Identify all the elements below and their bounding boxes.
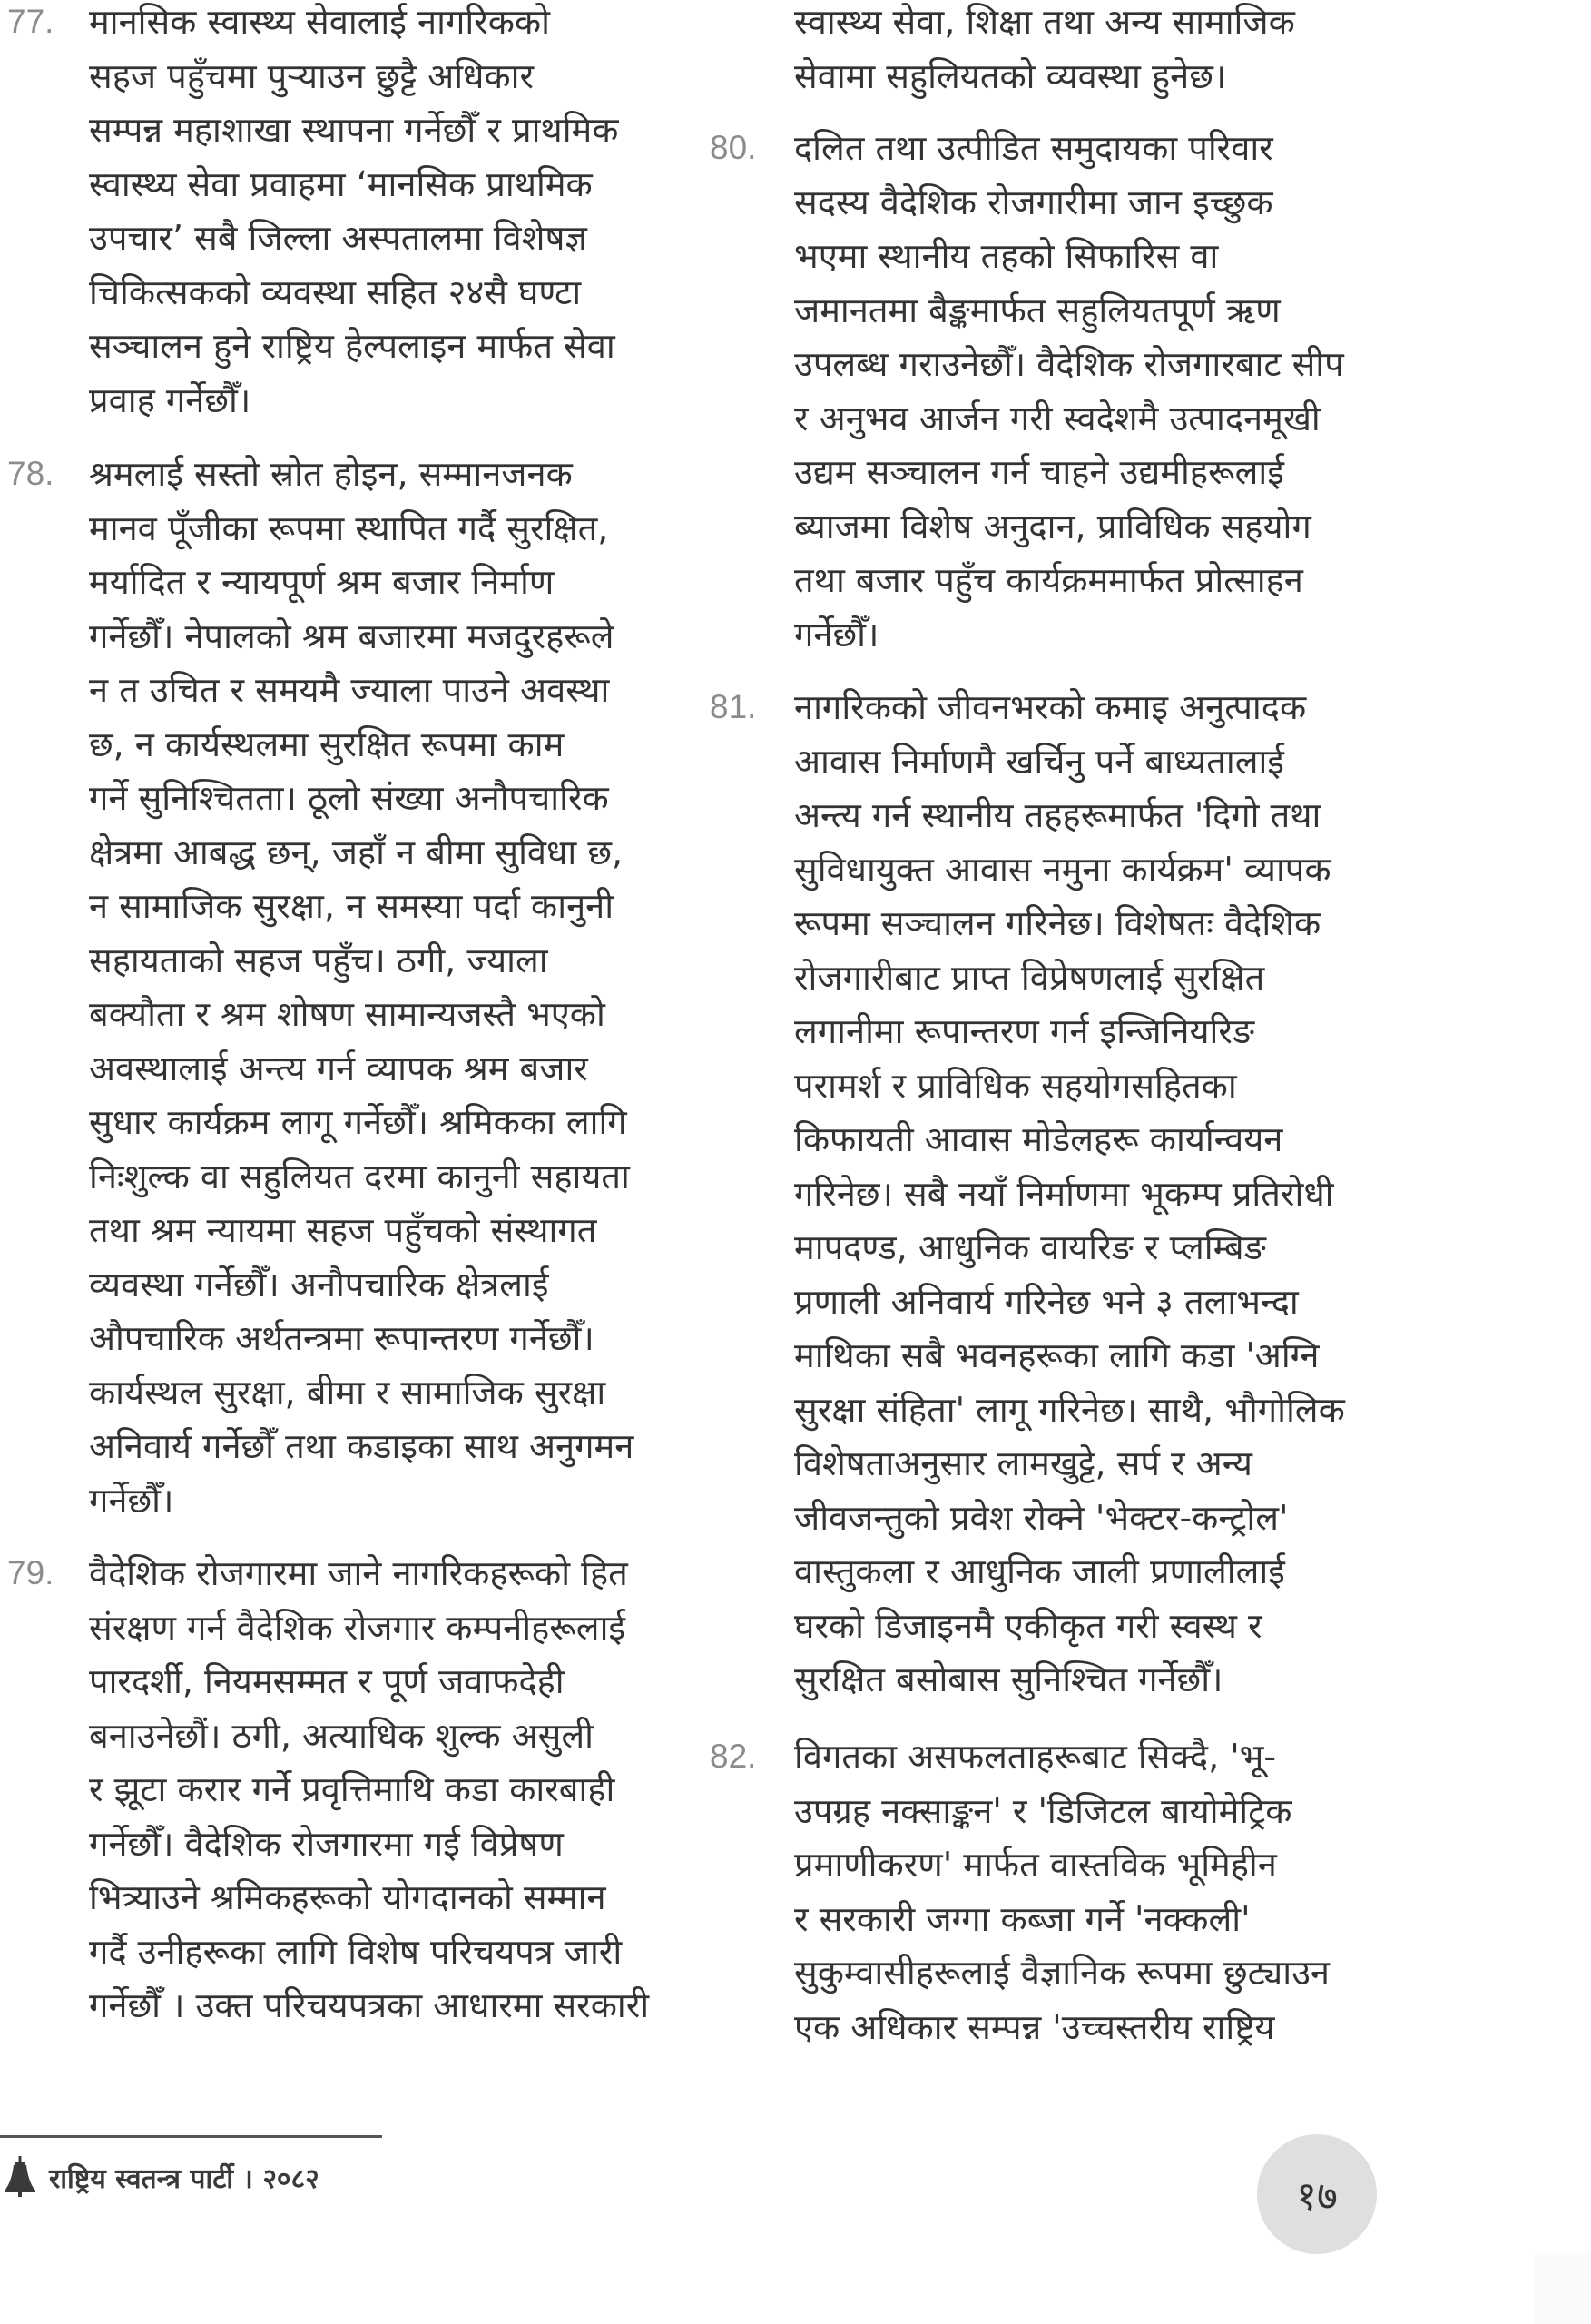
paragraph-line: किफायती आवास मोडेलहरू कार्यान्वयन [794, 1119, 1283, 1159]
paragraph-line: रोजगारीबाट प्राप्त विप्रेषणलाई सुरक्षित [794, 957, 1265, 998]
paragraph-line: उपग्रह नक्साङ्कन' र 'डिजिटल बायोमेट्रिक [794, 1790, 1292, 1831]
paragraph-line: र सरकारी जग्गा कब्जा गर्ने 'नक्कली' [794, 1898, 1251, 1939]
paragraph-line: गर्नेछौँ। [794, 614, 879, 655]
paragraph-line: सदस्य वैदेशिक रोजगारीमा जान इच्छुक [794, 182, 1273, 222]
paragraph-line: र अनुभव आर्जन गरी स्वदेशमै उत्पादनमूखी [794, 398, 1321, 438]
paragraph-line: अवस्थालाई अन्त्य गर्न व्यापक श्रम बजार [89, 1048, 588, 1088]
paragraph-line: श्रमलाई सस्तो स्रोत होइन, सम्मानजनक [89, 454, 573, 494]
paragraph-line: वैदेशिक रोजगारमा जाने नागरिकहरूको हित [89, 1553, 628, 1593]
paragraph-line: उपचार’ सबै जिल्ला अस्पतालमा विशेषज्ञ [89, 218, 587, 258]
paragraph-line: स्वास्थ्य सेवा प्रवाहमा ‘मानसिक प्राथमिक [89, 163, 593, 204]
paragraph-line: भित्र्याउने श्रमिकहरूको योगदानको सम्मान [89, 1877, 606, 1917]
paragraph-number: 80. [710, 129, 757, 166]
paragraph-line: सञ्चालन हुने राष्ट्रिय हेल्पलाइन मार्फत सेवा [89, 326, 615, 366]
paragraph-line: ब्याजमा विशेष अनुदान, प्राविधिक सहयोग [794, 506, 1311, 547]
paragraph-line: निःशुल्क वा सहुलियत दरमा कानुनी सहायता [89, 1156, 630, 1196]
paragraph-line: लगानीमा रूपान्तरण गर्न इन्जिनियरिङ [794, 1011, 1255, 1051]
paragraph-line: बक्यौता र श्रम शोषण सामान्यजस्तै भएको [89, 994, 605, 1034]
bell-icon [4, 2156, 36, 2198]
paragraph-number: 81. [710, 688, 757, 725]
footer-divider [0, 2135, 382, 2138]
paragraph-line: मर्यादित र न्यायपूर्ण श्रम बजार निर्माण [89, 562, 555, 602]
paragraph-line: जमानतमा बैङ्कमार्फत सहुलियतपूर्ण ऋण [794, 290, 1281, 330]
paragraph-line: सेवामा सहुलियतको व्यवस्था हुनेछ। [794, 55, 1227, 96]
paragraph-number: 82. [710, 1738, 757, 1775]
paragraph-line: तथा श्रम न्यायमा सहज पहुँचको संस्थागत [89, 1210, 597, 1250]
paragraph-line: गर्नेछौँ। नेपालको श्रम बजारमा मजदुरहरूले [89, 615, 614, 656]
paragraph-line: एक अधिकार सम्पन्न 'उच्चस्तरीय राष्ट्रिय [794, 2006, 1275, 2047]
paragraph-line: सुकुम्वासीहरूलाई वैज्ञानिक रूपमा छुट्याउन [794, 1953, 1331, 1993]
paragraph-line: सहायताको सहज पहुँच। ठगी, ज्याला [89, 940, 548, 980]
paragraph-line: तथा बजार पहुँच कार्यक्रममार्फत प्रोत्साहन [794, 560, 1303, 600]
paragraph-line: न त उचित र समयमै ज्याला पाउने अवस्था [89, 670, 610, 710]
paragraph-line: मापदण्ड, आधुनिक वायरिङ र प्लम्बिङ [794, 1227, 1266, 1267]
paragraph-line: प्रवाह गर्नेछौँ। [89, 379, 251, 420]
paragraph-line: गर्नेछौँ। [89, 1480, 174, 1521]
paragraph-line: छ, न कार्यस्थलमा सुरक्षित रूपमा काम [89, 724, 565, 764]
corner-mark [1535, 2253, 1591, 2324]
paragraph-number: 78. [7, 455, 54, 492]
paragraph-line: रूपमा सञ्चालन गरिनेछ। विशेषतः वैदेशिक [794, 903, 1321, 943]
paragraph-line: संरक्षण गर्न वैदेशिक रोजगार कम्पनीहरूलाई [89, 1607, 626, 1648]
paragraph-line: विगतका असफलताहरूबाट सिक्दै, 'भू- [794, 1737, 1277, 1777]
paragraph-line: सहज पहुँचमा पुर्‍याउन छुट्टै अधिकार [89, 55, 534, 96]
paragraph-line: उद्यम सञ्चालन गर्न चाहने उद्यमीहरूलाई [794, 452, 1284, 492]
paragraph-line: प्रणाली अनिवार्य गरिनेछ भने ३ तलाभन्दा [794, 1281, 1299, 1322]
paragraph-line: चिकित्सकको व्यवस्था सहित २४सै घण्टा [89, 271, 582, 312]
paragraph-line: परामर्श र प्राविधिक सहयोगसहितका [794, 1065, 1237, 1106]
paragraph-line: बनाउनेछौं। ठगी, अत्याधिक शुल्क असुली [89, 1715, 594, 1756]
footer-brand [4, 2155, 319, 2199]
paragraph-line: न सामाजिक सुरक्षा, न समस्या पर्दा कानुनी [89, 886, 614, 926]
page-number: १७ [1296, 2173, 1338, 2220]
paragraph-line: सुरक्षा संहिता' लागू गरिनेछ। साथै, भौगोलिक [794, 1389, 1345, 1430]
paragraph-line: व्यवस्था गर्नेछौँ। अनौपचारिक क्षेत्रलाई [89, 1264, 549, 1305]
paragraph-line: मानसिक स्वास्थ्य सेवालाई नागरिकको [89, 2, 550, 42]
paragraph-line: वास्तुकला र आधुनिक जाली प्रणालीलाई [794, 1551, 1285, 1591]
page-number-badge [1257, 2134, 1377, 2254]
paragraph-line: भएमा स्थानीय तहको सिफारिस वा [794, 236, 1219, 276]
footer-party-text: राष्ट्रिय स्वतन्त्र पार्टी । २०८२ [49, 2162, 319, 2195]
paragraph-line: औपचारिक अर्थतन्त्रमा रूपान्तरण गर्नेछौँ। [89, 1318, 594, 1358]
paragraph-line: विशेषताअनुसार लामखुट्टे, सर्प र अन्य [794, 1443, 1252, 1483]
paragraph-line: आवास निर्माणमै खर्चिनु पर्ने बाध्यतालाई [794, 741, 1284, 782]
paragraph-line: अन्त्य गर्न स्थानीय तहहरूमार्फत 'दिगो तथा [794, 795, 1321, 835]
paragraph-line: सम्पन्न महाशाखा स्थापना गर्नेछौँ र प्राथमिक [89, 110, 619, 150]
paragraph-line: गरिनेछ। सबै नयाँ निर्माणमा भूकम्प प्रतिरोधी [794, 1173, 1334, 1214]
paragraph-number: 77. [7, 3, 54, 40]
paragraph-number: 79. [7, 1554, 54, 1591]
paragraph-line: प्रमाणीकरण' मार्फत वास्तविक भूमिहीन [794, 1845, 1277, 1885]
paragraph-line: गर्ने सुनिश्चितता। ठूलो संख्या अनौपचारिक [89, 778, 609, 818]
paragraph-line: कार्यस्थल सुरक्षा, बीमा र सामाजिक सुरक्षा [89, 1372, 606, 1413]
paragraph-line: सुविधायुक्त आवास नमुना कार्यक्रम' व्यापक [794, 849, 1331, 890]
paragraph-line: मानव पूँजीका रूपमा स्थापित गर्दै सुरक्षित, [89, 507, 609, 548]
paragraph-line: गर्नेछौँ। वैदेशिक रोजगारमा गई विप्रेषण [89, 1823, 564, 1864]
paragraph-line: पारदर्शी, नियमसम्मत र पूर्ण जवाफदेही [89, 1661, 565, 1701]
paragraph-line: गर्दै उनीहरूका लागि विशेष परिचयपत्र जारी [89, 1931, 623, 1972]
paragraph-line: दलित तथा उत्पीडित समुदायका परिवार [794, 128, 1273, 168]
paragraph-line: अनिवार्य गर्नेछौँ तथा कडाइका साथ अनुगमन [89, 1426, 634, 1466]
paragraph-line: सुरक्षित बसोबास सुनिश्चित गर्नेछौँ। [794, 1659, 1223, 1699]
paragraph-line: माथिका सबै भवनहरूका लागि कडा 'अग्नि [794, 1335, 1320, 1375]
paragraph-line: र झूटा करार गर्ने प्रवृत्तिमाथि कडा कारबाही [89, 1769, 615, 1809]
paragraph-line: क्षेत्रमा आबद्ध छन्, जहाँ न बीमा सुविधा छ, [89, 832, 624, 872]
paragraph-line: उपलब्ध गराउनेछौँ। वैदेशिक रोजगारबाट सीप [794, 344, 1344, 384]
paragraph-line: स्वास्थ्य सेवा, शिक्षा तथा अन्य सामाजिक [794, 2, 1295, 42]
paragraph-line: घरको डिजाइनमै एकीकृत गरी स्वस्थ र [794, 1605, 1262, 1646]
paragraph-line: सुधार कार्यक्रम लागू गर्नेछौँ। श्रमिकका लागि [89, 1102, 627, 1142]
paragraph-line: गर्नेछौँ । उक्त परिचयपत्रका आधारमा सरकारी [89, 1985, 650, 2025]
paragraph-line: नागरिकको जीवनभरको कमाइ अनुत्पादक [794, 687, 1307, 727]
paragraph-line: जीवजन्तुको प्रवेश रोक्ने 'भेक्टर-कन्ट्रोल' [794, 1497, 1289, 1538]
